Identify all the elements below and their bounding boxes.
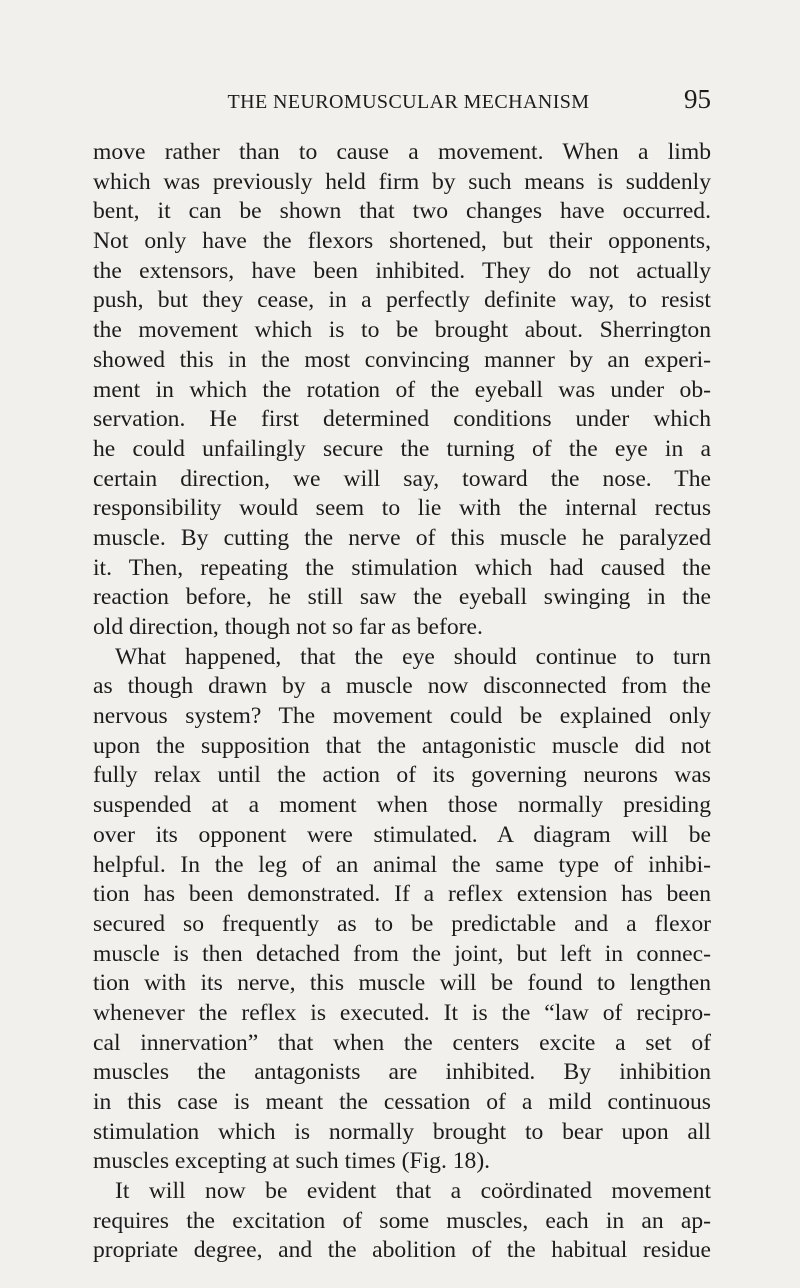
text-line: requires the excitation of some muscles, each in an ap- (93, 1207, 711, 1234)
text-line: the extensors, have been inhibited. They do not actually (93, 257, 711, 284)
paragraph-end-line: muscles excepting at such times (Fig. 18). (93, 1148, 491, 1175)
page-number: 95 (684, 84, 711, 114)
text-line: muscles the antagonists are inhibited. By inhibition (93, 1059, 711, 1086)
paragraph-start-line: It will now be evident that a coördinated movement (115, 1178, 711, 1205)
text-line: bent, it can be shown that two changes have occurred. (93, 198, 711, 225)
text-line: certain direction, we will say, toward the nose. The (93, 465, 711, 492)
text-line: responsibility would seem to lie with the internal rectus (93, 495, 711, 522)
text-line: as though drawn by a muscle now disconnected from the (93, 673, 711, 700)
text-line: tion has been demonstrated. If a reflex extension has been (93, 881, 711, 908)
page-header (93, 84, 711, 124)
text-line: tion with its nerve, this muscle will be found to lengthen (93, 970, 711, 997)
text-line: which was previously held firm by such means is suddenly (93, 168, 711, 195)
text-line: push, but they cease, in a perfectly definite way, to resist (93, 287, 711, 314)
text-line: upon the supposition that the antagonistic muscle did not (93, 732, 711, 759)
text-line: over its opponent were stimulated. A diagram will be (93, 821, 711, 848)
text-line: it. Then, repeating the stimulation which had caused the (93, 554, 711, 581)
paragraph-start-line: What happened, that the eye should continue to turn (115, 643, 711, 670)
text-line: stimulation which is normally brought to bear upon all (93, 1118, 711, 1145)
text-line: propriate degree, and the abolition of the habitual residue (93, 1237, 711, 1264)
text-line: in this case is meant the cessation of a mild continuous (93, 1089, 711, 1115)
text-line: suspended at a moment when those normally presiding (93, 792, 711, 819)
text-line: reaction before, he still saw the eyeball swinging in the (93, 584, 711, 611)
text-line: nervous system? The movement could be explained only (93, 703, 711, 730)
text-line: ment in which the rotation of the eyeball was under ob- (93, 376, 711, 403)
text-line: the movement which is to be brought about. Sherrington (93, 317, 711, 344)
text-line: fully relax until the action of its governing neurons was (93, 762, 711, 789)
text-line: secured so frequently as to be predictable and a flexor (93, 910, 711, 937)
text-line: muscle is then detached from the joint, but left in connec- (93, 940, 711, 967)
paragraph-end-line: old direction, though not so far as before. (93, 614, 483, 640)
book-page (93, 84, 711, 1266)
text-line: servation. He first determined conditions under which (93, 406, 711, 433)
text-line: muscle. By cutting the nerve of this muscle he paralyzed (93, 524, 711, 551)
text-line: showed this in the most convincing manner by an experi- (93, 346, 711, 373)
text-line: whenever the reflex is executed. It is the “law of recipro- (93, 999, 711, 1026)
body-text (93, 138, 711, 1266)
text-line: cal innervation” that when the centers excite a set of (93, 1029, 711, 1056)
text-line: helpful. In the leg of an animal the same type of inhibi- (93, 851, 711, 878)
text-line: Not only have the flexors shortened, but their opponents, (93, 228, 711, 255)
text-line: he could unfailingly secure the turning of the eye in a (93, 435, 711, 462)
text-line: move rather than to cause a movement. When a limb (93, 139, 711, 165)
running-head: THE NEUROMUSCULAR MECHANISM (227, 91, 590, 113)
